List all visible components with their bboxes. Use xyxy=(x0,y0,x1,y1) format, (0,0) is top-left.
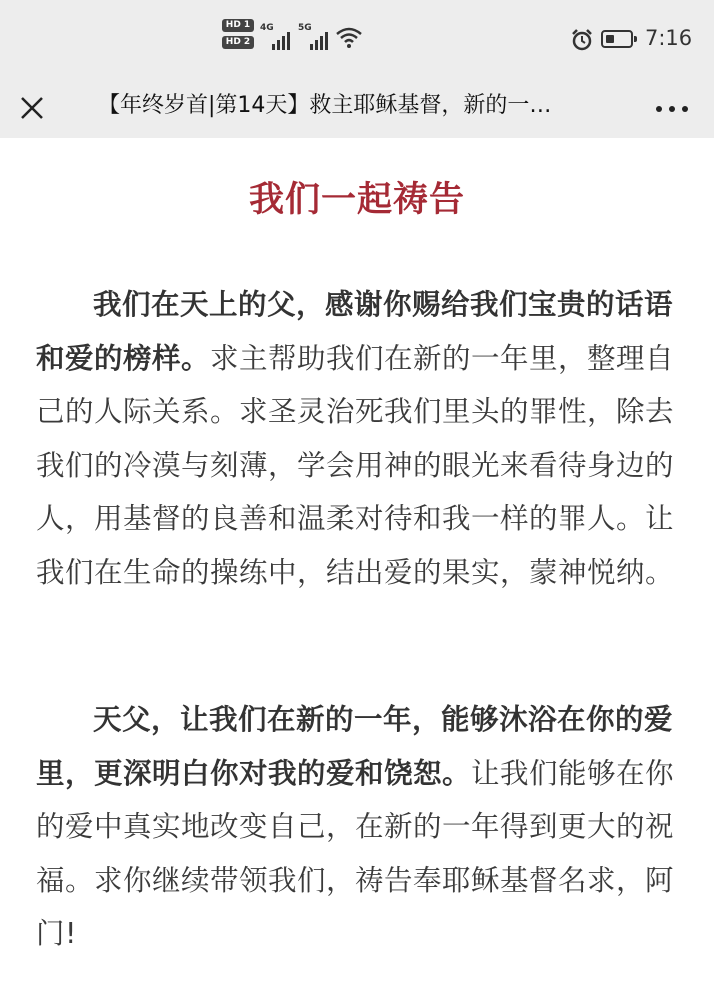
article-heading: 我们一起祷告 xyxy=(248,180,465,220)
more-icon[interactable] xyxy=(652,92,692,124)
paragraph-2-bold: 天父，让我们在新的一年，能够沐浴在你的爱里，更深明白你对我的爱和饶恕。 xyxy=(36,703,674,790)
battery-icon xyxy=(601,30,633,48)
prayer-paragraph-1 xyxy=(36,278,682,599)
network-type-2: 5G xyxy=(298,23,312,33)
close-icon[interactable] xyxy=(14,90,50,126)
paragraph-1-text: 求主帮助我们在新的一年里，整理自己的人际关系。求圣灵治死我们里头的罪性，除去我们的冷漠与刻薄，学会用神的眼光来看待身边的人，用基督的良善和温柔对待和我一样的罪人。让我们在生命的操练中，结出爱的果实，蒙神悦纳。 xyxy=(36,341,675,589)
network-type-1: 4G xyxy=(260,23,274,33)
paragraph-1-bold: 我们在天上的父，感谢你赐给我们宝贵的话语和爱的榜样。 xyxy=(36,288,674,375)
hd1-badge: HD 1 xyxy=(222,19,254,32)
clock: 7:16 xyxy=(645,26,693,50)
wifi-icon xyxy=(334,25,364,49)
hd-indicators xyxy=(222,19,256,53)
paragraph-2-text: 让我们能够在你的爱中真实地改变自己，在新的一年得到更大的祝福。求你继续带领我们，祷告奉耶稣基督名求，阿门! xyxy=(36,756,675,950)
prayer-paragraph-2 xyxy=(36,693,682,961)
hd2-badge: HD 2 xyxy=(222,36,254,49)
alarm-icon xyxy=(570,28,594,52)
status-bar xyxy=(0,0,714,80)
page-title: 【年终岁首|第14天】救主耶稣基督，新的一… xyxy=(98,93,552,118)
title-bar xyxy=(0,80,714,138)
